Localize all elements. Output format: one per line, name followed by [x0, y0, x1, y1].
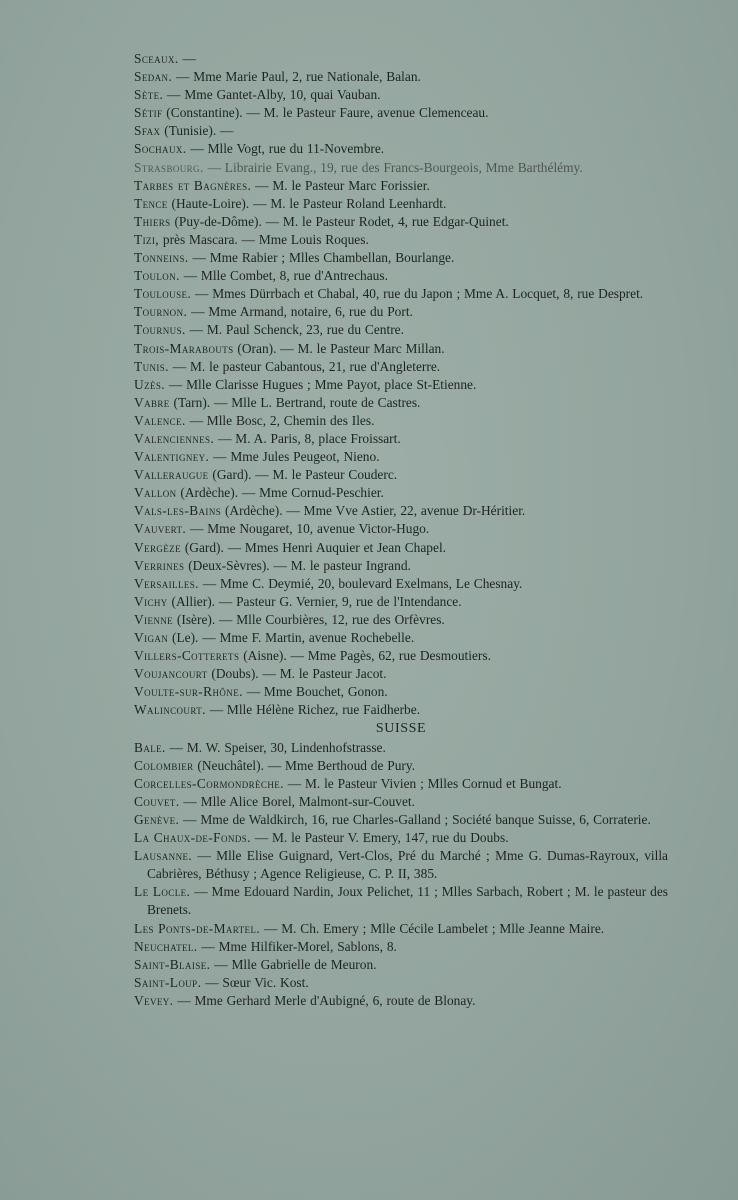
directory-entry [134, 847, 668, 883]
directory-entry [134, 793, 668, 811]
directory-entry [134, 68, 668, 86]
entry-place: Tournon. [134, 304, 188, 320]
entry-details: (Neuchâtel). — Mme Berthoud de Pury. [193, 757, 416, 773]
entry-place: Sochaux. [134, 141, 187, 157]
entry-place: Trois-Marabouts [134, 340, 234, 356]
entry-details: — M. le Pasteur Marc Forissier. [251, 177, 430, 193]
entry-details: — Mme de Waldkirch, 16, rue Charles-Galland ; Société banque Suisse, 6, Corraterie. [179, 811, 651, 827]
entry-details: (Constantine). — M. le Pasteur Faure, avenue Clemenceau. [162, 105, 489, 121]
directory-entry [134, 231, 668, 249]
entry-details: (Deux-Sèvres). — M. le pasteur Ingrand. [184, 557, 411, 573]
directory-entry [134, 629, 668, 647]
entry-details: — M. W. Speiser, 30, Lindenhofstrasse. [165, 739, 386, 755]
entry-details: — Mme Gerhard Merle d'Aubigné, 6, route de Blonay. [173, 992, 476, 1008]
entry-details: — Sœur Vic. Kost. [201, 974, 309, 990]
entry-details: (Tarn). — Mlle L. Bertrand, route de Castres. [169, 394, 421, 410]
entry-details: — Mlle Bosc, 2, Chemin des Iles. [185, 412, 375, 428]
entry-place: Corcelles-Cormondrèche. [134, 775, 284, 791]
directory-entry [134, 50, 668, 68]
entry-place: Sétif [134, 105, 163, 121]
entry-place: Valenciennes. [134, 430, 215, 446]
directory-entry [134, 992, 668, 1010]
entry-details: — Mlle Vogt, rue du 11-Novembre. [186, 141, 385, 157]
entry-details: — Mlle Gabrielle de Meuron. [210, 956, 377, 972]
entry-details: — M. A. Paris, 8, place Froissart. [214, 430, 401, 446]
entry-place: Thiers [134, 213, 171, 229]
entry-place: Walincourt. [134, 702, 206, 718]
directory-entry [134, 757, 668, 775]
directory-entry [134, 249, 668, 267]
directory-entry [134, 303, 668, 321]
entry-place: Villers-Cotterets [134, 648, 240, 664]
entry-details: — Mme Marie Paul, 2, rue Nationale, Balan. [172, 69, 421, 85]
entry-details: près Mascara. — Mme Louis Roques. [159, 231, 369, 247]
directory-entry [134, 122, 668, 140]
entry-place: Bale. [134, 739, 166, 755]
directory-entry [134, 177, 668, 195]
directory-page [134, 50, 668, 1010]
directory-entry [134, 611, 668, 629]
directory-entry [134, 539, 668, 557]
entry-place: Genève. [134, 811, 180, 827]
entry-details: — M. le Pasteur Vivien ; Mlles Cornud et Bungat. [283, 775, 562, 791]
directory-entry [134, 267, 668, 285]
entry-details: — [178, 51, 196, 66]
directory-entry [134, 811, 668, 829]
directory-entry [134, 358, 668, 376]
directory-entry [134, 557, 668, 575]
entry-details: (Puy-de-Dôme). — M. le Pasteur Rodet, 4, rue Edgar-Quinet. [170, 213, 509, 229]
directory-entry [134, 739, 668, 757]
entry-place: Vallon [134, 485, 177, 501]
entry-details: — Mme Gantet-Alby, 10, quai Vauban. [163, 87, 381, 103]
entry-place: Tournus. [134, 322, 186, 338]
entry-place: Versailles. [134, 575, 199, 591]
directory-entry [134, 430, 668, 448]
directory-entry [134, 701, 668, 719]
entry-details: (Le). — Mme F. Martin, avenue Rochebelle. [168, 630, 415, 645]
entry-details: — Mmes Dürrbach et Chabal, 40, rue du Japon ; Mme A. Locquet, 8, rue Despret. [191, 286, 644, 302]
entry-details: — Mme Armand, notaire, 6, rue du Port. [187, 304, 413, 320]
entry-place: Vauvert. [134, 521, 187, 537]
entry-place: Vevey. [134, 992, 174, 1008]
entry-place: Valleraugue [134, 467, 209, 483]
entry-place: Vienne [134, 611, 174, 627]
directory-entry [134, 466, 668, 484]
entry-details: — Mlle Combet, 8, rue d'Antrechaus. [179, 268, 388, 284]
entry-details: — Mme Hilfiker-Morel, Sablons, 8. [197, 938, 397, 954]
entry-place: Neuchatel. [134, 938, 198, 954]
entry-place: Saint-Loup. [134, 974, 202, 990]
directory-entry [134, 340, 668, 358]
entry-place: Voulte-sur-Rhône. [134, 684, 243, 700]
entry-place: Sceaux. [134, 51, 179, 66]
directory-entry [134, 159, 668, 177]
entry-place: Vals-les-Bains [134, 503, 222, 519]
directory-entry [134, 502, 668, 520]
entry-place: Tizi, [134, 231, 160, 247]
entry-details: (Ardèche). — Mme Vve Astier, 22, avenue Dr-Héritier. [221, 503, 526, 519]
entry-place: Saint-Blaise. [134, 956, 211, 972]
entry-details: — Mlle Elise Guignard, Vert-Clos, Pré du Marché ; Mme G. Dumas-Rayroux, villa Cabrières, Béthusy ; Agence Religieuse, C. P. II, 385. [147, 848, 668, 882]
section-title: SUISSE [375, 721, 427, 737]
entry-details: — M. le Pasteur V. Emery, 147, rue du Doubs. [250, 830, 509, 846]
entry-details: (Doubs). — M. le Pasteur Jacot. [207, 666, 387, 682]
directory-entry [134, 321, 668, 339]
entry-place: Vabre [134, 394, 170, 410]
directory-entry [134, 683, 668, 701]
directory-entry [134, 104, 668, 122]
entry-details: (Gard). — M. le Pasteur Couderc. [208, 467, 398, 483]
directory-entry [134, 883, 668, 919]
directory-entry [134, 140, 668, 158]
entry-details: (Aisne). — Mme Pagès, 62, rue Desmoutiers. [239, 648, 491, 664]
directory-entry [134, 195, 668, 213]
directory-entry [134, 956, 668, 974]
entry-details: — Mlle Alice Borel, Malmont-sur-Couvet. [179, 793, 415, 809]
directory-entry [134, 575, 668, 593]
entry-details: — Mme Jules Peugeot, Nieno. [209, 449, 380, 465]
entry-place: Sedan. [134, 69, 173, 85]
entry-details: — M. Ch. Emery ; Mlle Cécile Lambelet ; Mlle Jeanne Maire. [260, 920, 605, 936]
suisse-list [134, 739, 668, 1010]
entry-details: (Allier). — Pasteur G. Vernier, 9, rue de l'Intendance. [167, 593, 462, 609]
entry-place: Colombier [134, 757, 194, 773]
entry-place: Voujancourt [134, 666, 208, 682]
directory-entry [134, 86, 668, 104]
entry-place: Les Ponts-de-Martel. [134, 920, 261, 936]
entry-details: — M. le pasteur Cabantous, 21, rue d'Angleterre. [168, 358, 441, 374]
entry-details: — Mme Edouard Nardin, Joux Pelichet, 11 ; Mlles Sarbach, Robert ; M. le pasteur des Brenets. [147, 884, 668, 918]
entry-place: Vergèze [134, 539, 181, 555]
entry-place: Sète. [134, 87, 164, 103]
entry-details: — Mlle Clarisse Hugues ; Mme Payot, place St-Etienne. [165, 376, 477, 392]
directory-entry [134, 520, 668, 538]
entry-place: Couvet. [134, 793, 180, 809]
entry-place: Vichy [134, 593, 168, 609]
entry-details: — Mme Bouchet, Gonon. [242, 684, 388, 700]
entry-place: Toulouse. [134, 286, 192, 302]
directory-entry [134, 376, 668, 394]
directory-entry [134, 938, 668, 956]
entry-details: (Tunisie). — [160, 123, 234, 139]
directory-entry [134, 974, 668, 992]
directory-entry [134, 647, 668, 665]
directory-entry [134, 829, 668, 847]
directory-entry [134, 285, 668, 303]
entry-place: Tunis. [134, 358, 169, 374]
directory-entry [134, 448, 668, 466]
entry-details: — Mlle Hélène Richez, rue Faidherbe. [205, 702, 421, 718]
directory-entry [134, 412, 668, 430]
entry-place: Sfax [134, 123, 161, 139]
entry-place: Tonneins. [134, 250, 189, 266]
entry-place: Strasbourg. [134, 159, 204, 175]
directory-entry [134, 775, 668, 793]
entry-place: Uzès. [134, 376, 166, 392]
entry-place: Lausanne. [134, 848, 193, 864]
entry-place: Valence. [134, 412, 186, 428]
directory-entry [134, 665, 668, 683]
directory-entry [134, 593, 668, 611]
entry-place: Valentigney. [134, 449, 210, 465]
directory-entry [134, 213, 668, 231]
entry-place: Tarbes et Bagnères. [134, 177, 252, 193]
entry-details: — Mme Nougaret, 10, avenue Victor-Hugo. [186, 521, 430, 537]
entry-place: Tence [134, 195, 168, 211]
entry-details: (Haute-Loire). — M. le Pasteur Roland Leenhardt. [167, 195, 447, 211]
entry-details: — M. Paul Schenck, 23, rue du Centre. [185, 322, 404, 338]
entry-details: — Mme Rabier ; Mlles Chambellan, Bourlange. [188, 250, 455, 266]
entry-details: (Ardèche). — Mme Cornud-Peschier. [176, 485, 384, 501]
entry-details: (Oran). — M. le Pasteur Marc Millan. [233, 340, 445, 356]
entry-place: Vigan [134, 630, 169, 645]
entry-details: — Mme C. Deymié, 20, boulevard Exelmans, Le Chesnay. [198, 575, 523, 591]
directory-entry [134, 394, 668, 412]
entry-details: (Isère). — Mlle Courbières, 12, rue des Orfèvres. [173, 611, 445, 627]
entry-place: Toulon. [134, 268, 180, 284]
entry-place: La Chaux-de-Fonds. [134, 830, 251, 846]
entry-place: Verrines [134, 557, 185, 573]
entry-details: (Gard). — Mmes Henri Auquier et Jean Chapel. [180, 539, 447, 555]
directory-entry [134, 484, 668, 502]
entry-details: — Librairie Evang., 19, rue des Francs-Bourgeois, Mme Barthélémy. [203, 159, 583, 175]
entry-place: Le Locle. [134, 884, 191, 900]
directory-entry [134, 920, 668, 938]
france-list [134, 50, 668, 719]
